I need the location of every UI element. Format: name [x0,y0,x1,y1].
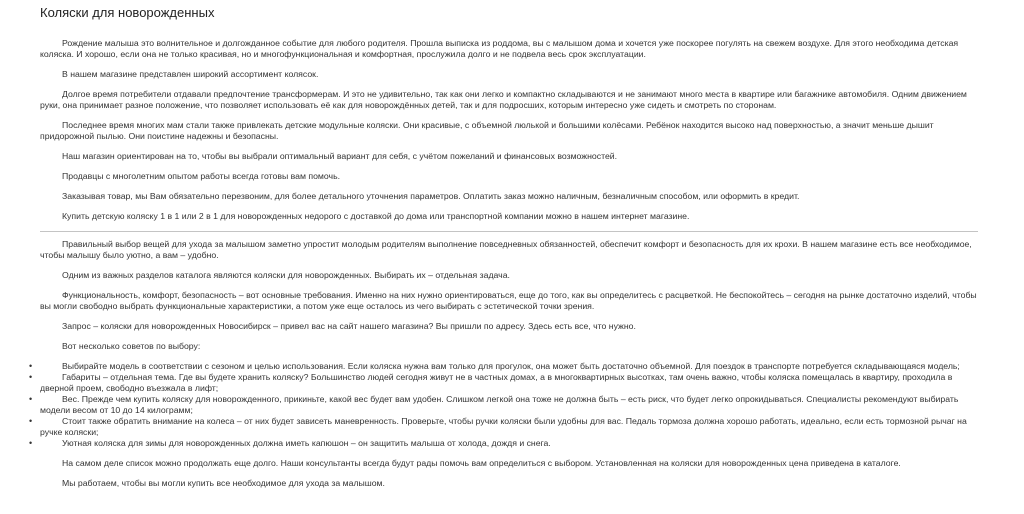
paragraph: Функциональность, комфорт, безопасность – вот основные требования. Именно на них нужно ориентироваться, еще до того, как вы определитесь с расцветкой. Не беспокойтесь – сегодня на рынке достаточно изделий, чтобы вы могли свободно выбрать функциональные характеристики, а потом уже еще осталось из чего выбирать с эстетической точки зрения. [40,290,977,311]
paragraph: Мы работаем, чтобы вы могли купить все необходимое для ухода за малышом. [62,478,385,488]
list-item [29,361,980,372]
bullet-icon: • [29,394,33,404]
paragraph: Последнее время многих мам стали также привлекать детские модульные коляски. Они красивые, с объемной люлькой и большими колёсами. Ребёнок находится высоко над поверхностью, а значит меньше дышит придорожной пылью. Они поистине надежны и безопасны. [40,120,934,141]
list-item-text: Уютная коляска для зимы для новорожденных должна иметь капюшон – он защитить малыша от холода, дождя и снега. [62,438,551,448]
section-divider [40,231,978,232]
list-item-text: Выбирайте модель в соответствии с сезоном и целью использования. Если коляска нужна вам только для прогулок, она может быть достаточно объемной. Для поездок в транспорте потребуется складывающаяся модель; [62,361,960,371]
paragraph: Заказывая товар, мы Вам обязательно перезвоним, для более детального уточнения параметров. Оплатить заказ можно наличным, безналичным способом, или оформить в кредит. [62,191,800,201]
paragraph: Продавцы с многолетним опытом работы всегда готовы вам помочь. [62,171,341,181]
article-body [29,38,980,498]
bullet-icon: • [29,372,33,382]
paragraph: Одним из важных разделов каталога являются коляски для новорожденных. Выбирать их – отдельная задача. [62,270,510,280]
paragraph: Рождение малыша это волнительное и долгожданное событие для любого родителя. Прошла выписка из роддома, вы с малышом дома и хочется уже поскорее погулять на свежем воздухе. Для этого необходима детская коляска. И хорошо, если она не только красивая, но и многофункциональная и комфортная, прослужила долго и не подвела весь срок эксплуатации. [40,38,959,59]
list-item-text: Габариты – отдельная тема. Где вы будете хранить коляску? Большинство людей сегодня живут не в частных домах, а в многоквартирных высотках, там очень важно, чтобы коляска помещалась в квартиру, проходила в дверной проем, свободно въезжала в лифт; [40,372,953,393]
page-title: Коляски для новорожденных [40,5,215,20]
list-item-text: Стоит также обратить внимание на колеса – от них будет зависеть маневренность. Проверьте, чтобы ручки коляски были удобны для вас. Педаль тормоза должна хорошо работать, идеально, если есть тормозной рычаг на ручке коляски; [40,416,967,437]
bullet-icon: • [29,416,33,426]
list-item [29,394,980,416]
bullet-icon: • [29,438,33,448]
list-item [29,438,980,449]
paragraph: В нашем магазине представлен широкий ассортимент колясок. [62,69,319,79]
paragraph: Запрос – коляски для новорожденных Новосибирск – привел вас на сайт нашего магазина? Вы пришли по адресу. Здесь есть все, что нужно. [62,321,636,331]
paragraph: Долгое время потребители отдавали предпочтение трансформерам. И это не удивительно, так как они легко и компактно складываются и не занимают много места в квартире или багажнике автомобиля. Одним движением руки, она принимает разное положение, что позволяет использовать её как для новорождённых детей, так и для подросших, которым интересно уже сидеть и смотреть по сторонам. [40,89,967,110]
paragraph: Вот несколько советов по выбору: [62,341,201,351]
paragraph: Правильный выбор вещей для ухода за малышом заметно упростит молодым родителям выполнение повседневных обязанностей, обеспечит комфорт и безопасность для их крохи. В нашем магазине есть все необходимое, чтобы малышу было уютно, а вам – удобно. [40,239,972,260]
paragraph: Наш магазин ориентирован на то, чтобы вы выбрали оптимальный вариант для себя, с учётом пожеланий и финансовых возможностей. [62,151,618,161]
paragraph: На самом деле список можно продолжать еще долго. Наши консультанты всегда будут рады помочь вам определиться с выбором. Установленная на коляски для новорожденных цена приведена в каталоге. [62,458,901,468]
list-item [29,372,980,394]
paragraph: Купить детскую коляску 1 в 1 или 2 в 1 для новорожденных недорого с доставкой до дома или транспортной компании можно в нашем интернет магазине. [62,211,690,221]
tips-list [29,361,980,449]
list-item [29,416,980,438]
bullet-icon: • [29,361,33,371]
list-item-text: Вес. Прежде чем купить коляску для новорожденного, прикиньте, какой вес будет вам удобен. Слишком легкой она тоже не должна быть – есть риск, что будет легко опрокидываться. Специалисты рекомендуют выбирать модели весом от 10 до 14 килограмм; [40,394,959,415]
